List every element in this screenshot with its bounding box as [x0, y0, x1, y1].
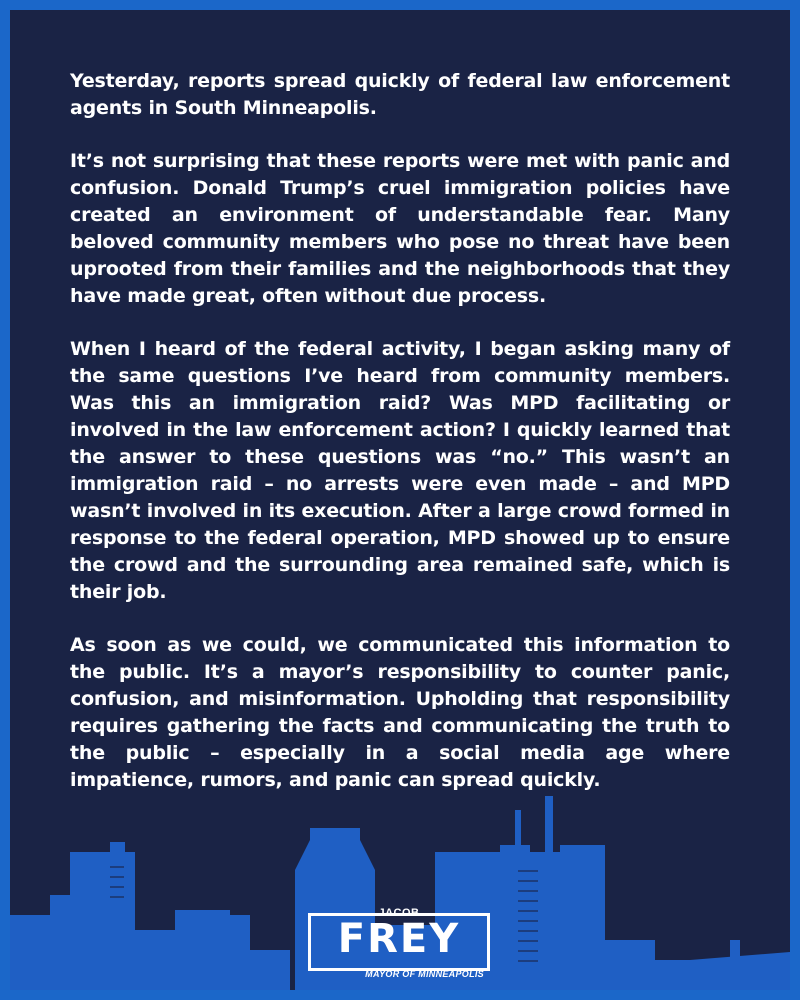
paragraph-2: It’s not surprising that these reports were met with panic and confusion. Donald Trump’s cruel immigration policies have created an environment of understandable fear. Many beloved community members who pose no threat have been uprooted from their families and the neighborhoods that they have made great, often without due process.	[70, 150, 730, 307]
city-skyline-graphic	[10, 10, 790, 990]
frey-logo	[308, 906, 490, 982]
paragraph-3: When I heard of the federal activity, I began asking many of the same questions I’ve heard from community members. Was this an immigration raid? Was MPD facilitating or involved in the law enforcement action? I quickly learned that the answer to these questions was “no.” This wasn’t an immigration raid – no arrests were even made – and MPD wasn’t involved in its execution. After a large crowd formed in response to the federal operation, MPD showed up to ensure the crowd and the surrounding area remained safe, which is their job.	[70, 338, 730, 603]
statement-card	[10, 10, 790, 990]
paragraph-4: As soon as we could, we communicated this information to the public. It’s a mayor’s responsibility to counter panic, confusion, and misinformation. Upholding that responsibility requires gathering the facts and communicating the truth to the public – especially in a social media age where impatience, rumors, and panic can spread quickly.	[70, 634, 730, 791]
paragraph-1: Yesterday, reports spread quickly of federal law enforcement agents in South Minneapolis.	[70, 70, 730, 119]
logo-first-name: JACOB	[378, 907, 420, 919]
logo-subtitle: MAYOR OF MINNEAPOLIS	[365, 969, 484, 979]
logo-last-name: FREY	[337, 916, 461, 962]
